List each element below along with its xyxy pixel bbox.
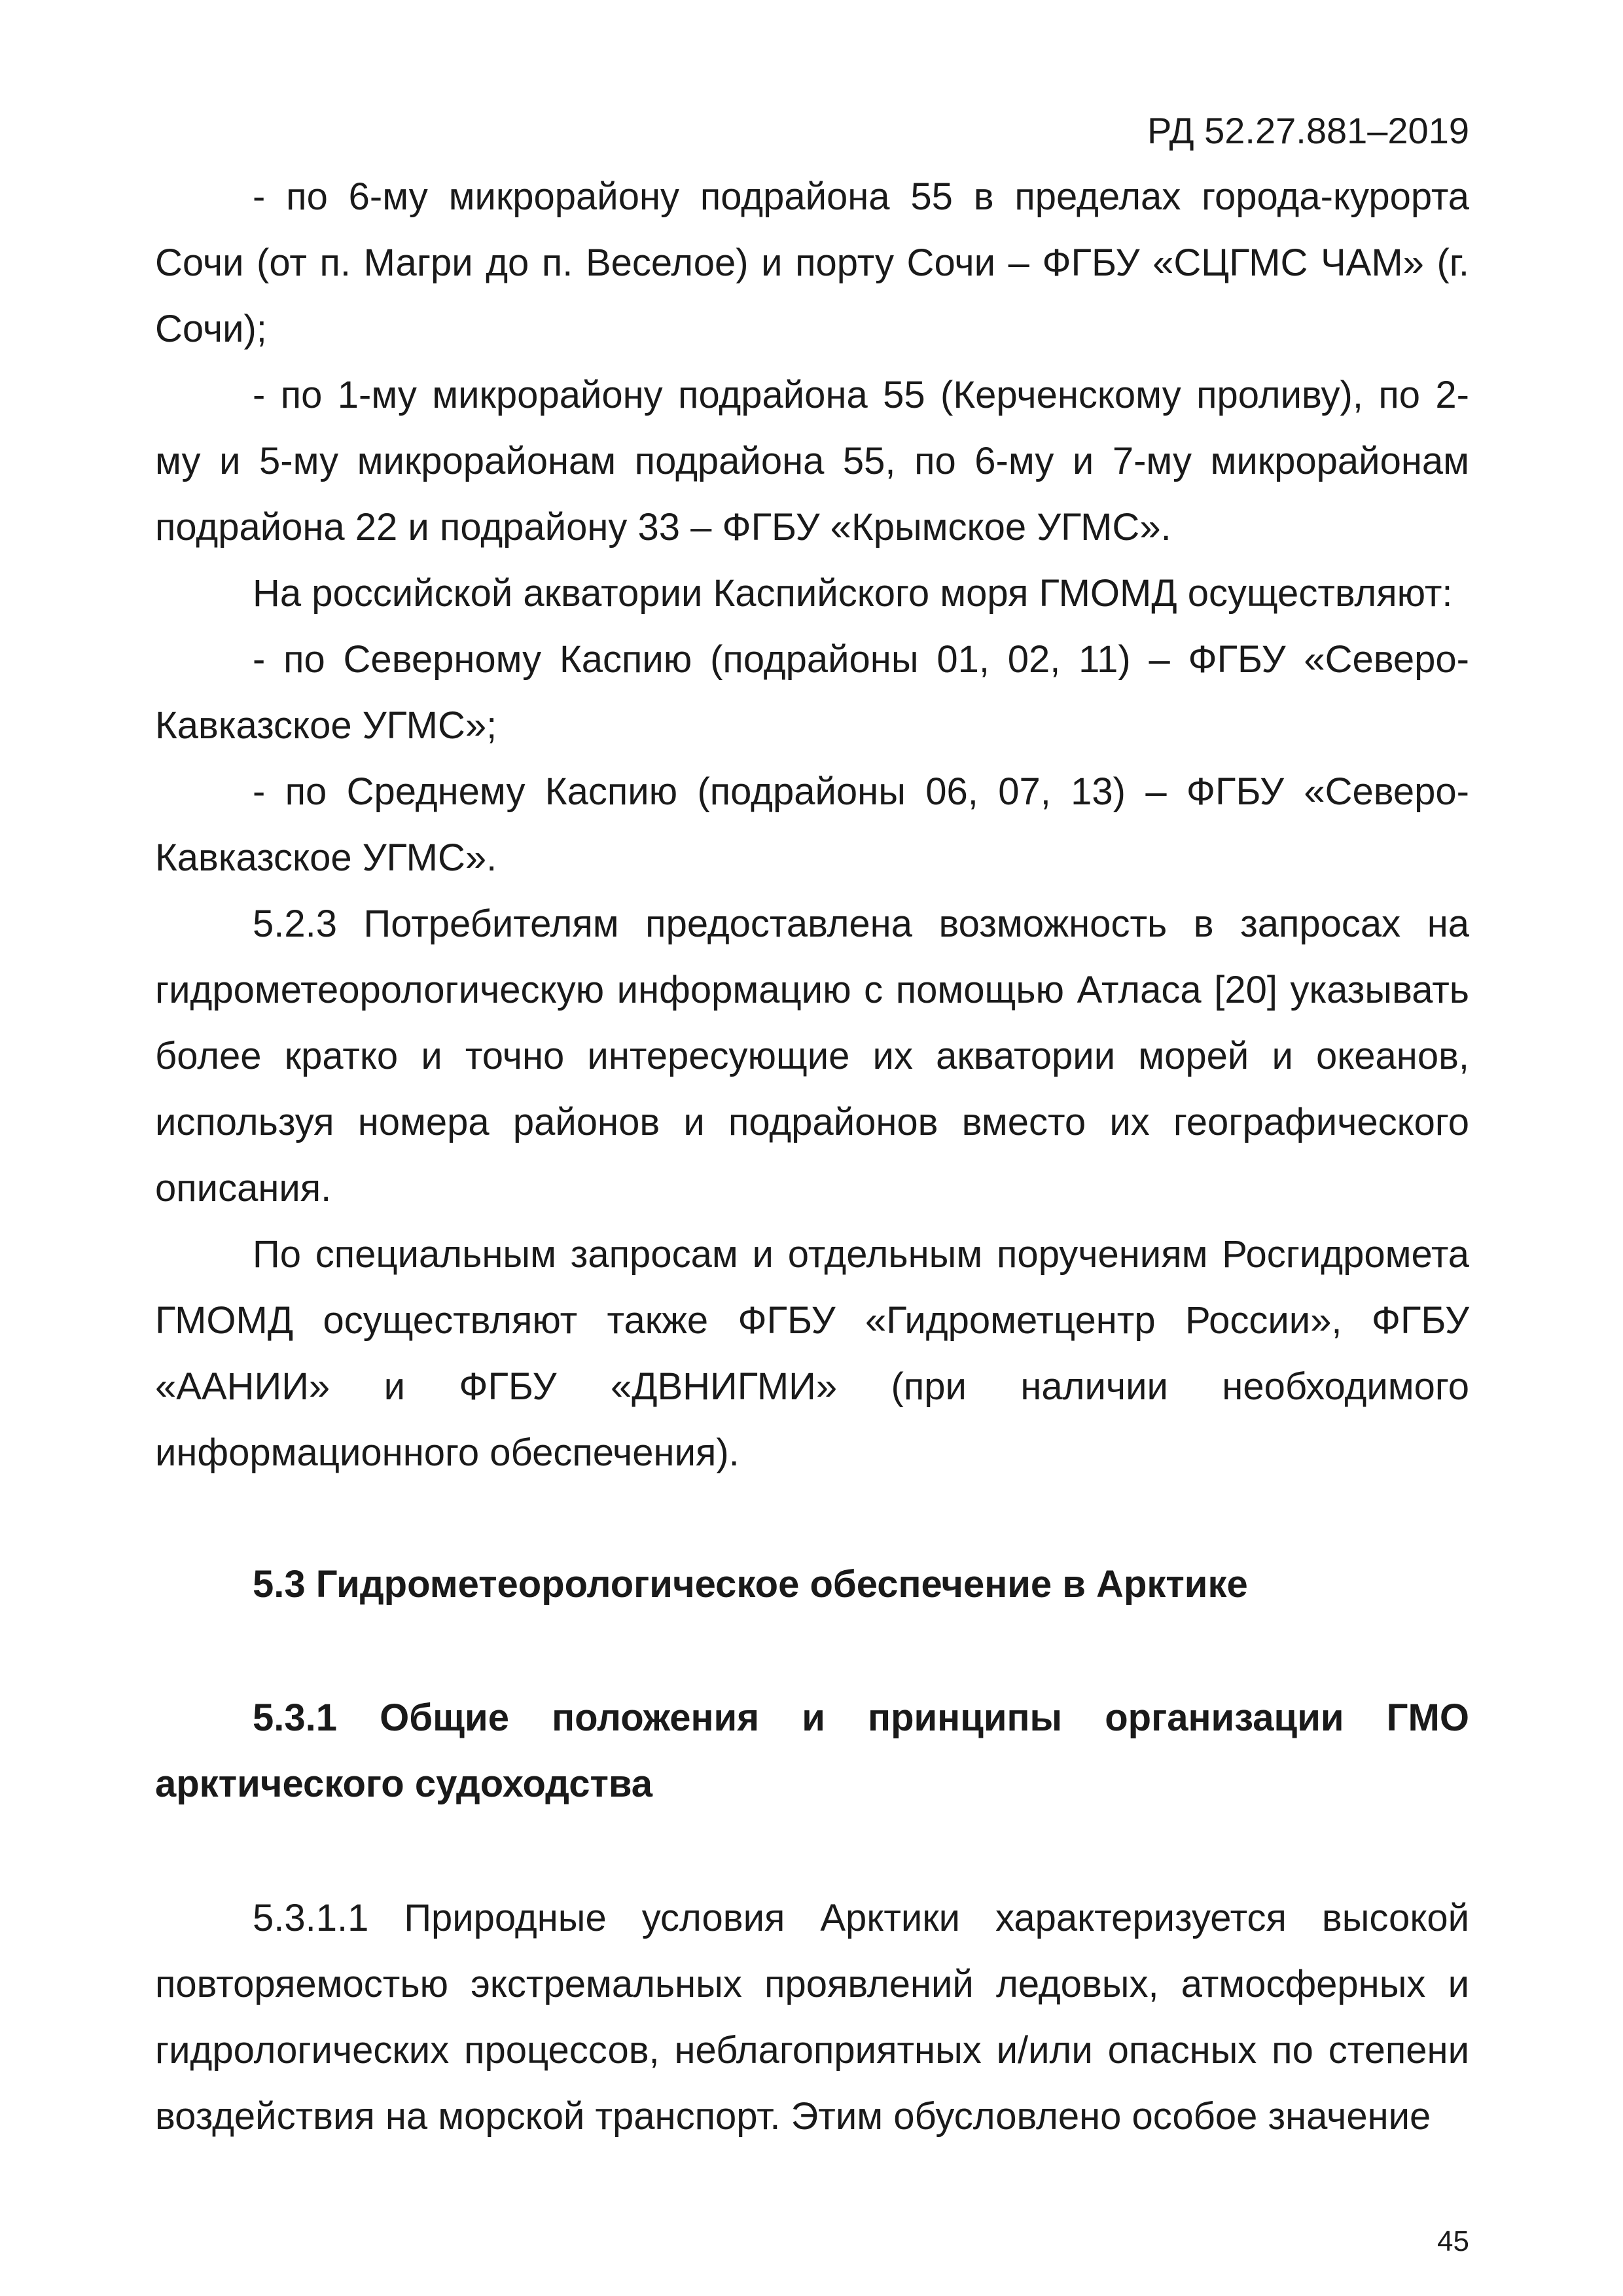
paragraph-kerch-strait: - по 1-му микрорайону подрайона 55 (Керченскому проливу), по 2-му и 5-му микрорайонам подрайона 55, по 6-му и 7-му микрорайонам подрайона 22 и подрайону 33 – ФГБУ «Крымское УГМС». <box>155 374 1469 548</box>
document-code: РД 52.27.881–2019 <box>1147 110 1469 151</box>
section-body-5-2 <box>155 164 1469 1486</box>
paragraph-5-2-3: 5.2.3 Потребителям предоставлена возможность в запросах на гидрометеорологическую информацию с помощью Атласа [20] указывать более кратко и точно интересующие их акватории морей и океанов, используя номера районов и подрайонов вместо их географического описания. <box>155 903 1469 1210</box>
section-heading-5-3 <box>155 1551 1469 1617</box>
section-heading-5-3-1 <box>155 1685 1469 1817</box>
heading-5-3-1: 5.3.1 Общие положения и принципы организации ГМО арктического судоходства <box>155 1696 1469 1805</box>
paragraph-north-caspian: - по Северному Каспию (подрайоны 01, 02, 11) – ФГБУ «Северо-Кавказское УГМС»; <box>155 638 1469 747</box>
paragraph-sochi-microdistrict: - по 6-му микрорайону подрайона 55 в пределах города-курорта Сочи (от п. Магри до п. Веселое) и порту Сочи – ФГБУ «СЦГМС ЧАМ» (г. Сочи); <box>155 175 1469 350</box>
paragraph-5-3-1-1: 5.3.1.1 Природные условия Арктики характеризуется высокой повторяемостью экстремальных проявлений ледовых, атмосферных и гидрологических процессов, неблагоприятных и/или опасных по степени воздействия на морской транспорт. Этим обусловлено особое значение <box>155 1897 1469 2138</box>
paragraph-caspian-intro: На российской акватории Каспийского моря ГМОМД осуществляют: <box>253 572 1453 615</box>
paragraph-middle-caspian: - по Среднему Каспию (подрайоны 06, 07, 13) – ФГБУ «Северо-Кавказское УГМС». <box>155 770 1469 879</box>
section-body-5-3-1 <box>155 1885 1469 2149</box>
paragraph-special-requests: По специальным запросам и отдельным поручениям Росгидромета ГМОМД осуществляют также ФГБУ «Гидрометцентр России», ФГБУ «ААНИИ» и ФГБУ «ДВНИГМИ» (при наличии необходимого информационного обеспечения). <box>155 1233 1469 1474</box>
heading-5-3: 5.3 Гидрометеорологическое обеспечение в Арктике <box>253 1563 1248 1605</box>
page-number: 45 <box>1437 2225 1469 2257</box>
